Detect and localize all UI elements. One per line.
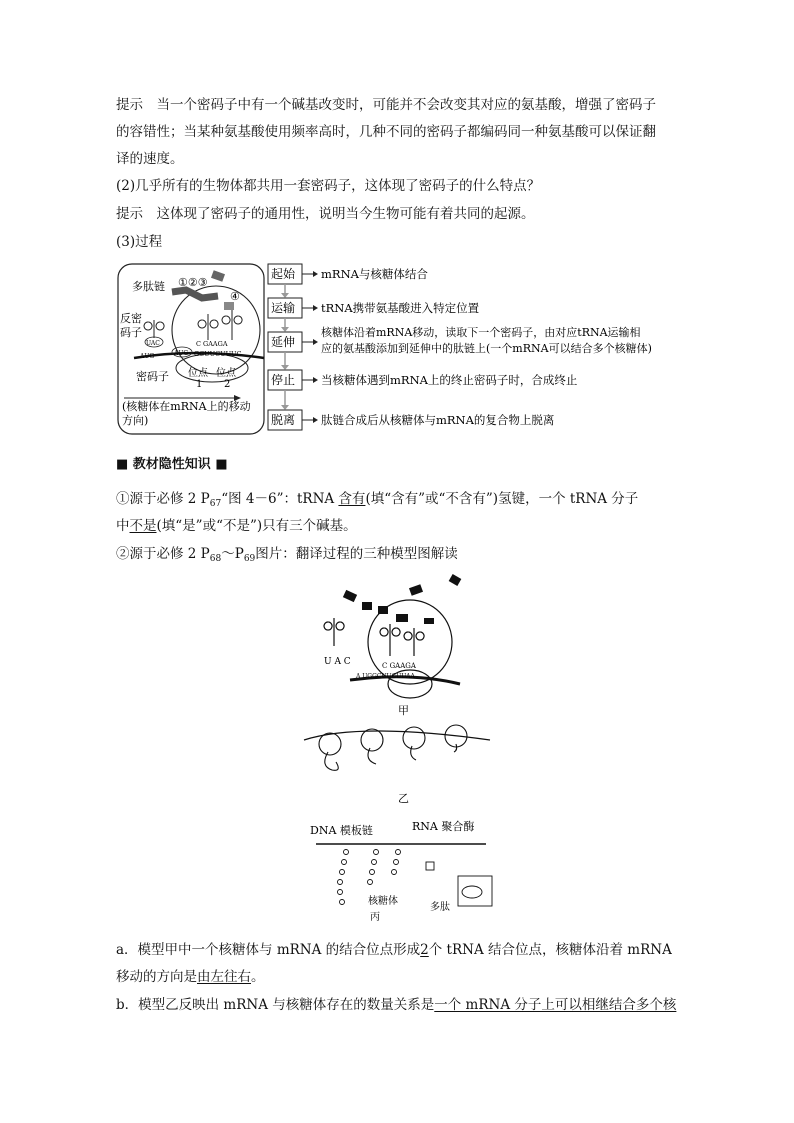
step-release-text: 肽链合成后从核糖体与mRNA的复合物上脱离 (321, 413, 555, 427)
b-answer: 一个 mRNA 分子上可以相继结合多个核 (434, 997, 677, 1013)
label-bing: 丙 (370, 912, 380, 922)
step-elongation-text-2: 应的氨基酸添加到延伸中的肽链上(一个mRNA可以结合多个核糖体) (321, 342, 652, 355)
knowledge-1-line1 (116, 489, 638, 514)
k1-answer-1: 含有 (338, 491, 366, 507)
uac-model: U A C (324, 657, 351, 667)
knowledge-1-line2 (116, 516, 357, 536)
hint1-line3: 译的速度。 (116, 151, 184, 167)
seq-top: C GAAGA (196, 340, 228, 348)
k2-b: ～P (221, 546, 244, 562)
anticodon-label-1: 反密 (120, 312, 142, 325)
k1-g: (填“是”或“不是”)只有三个碱基。 (156, 518, 357, 534)
step-transport-text: tRNA携带氨基酸进入特定位置 (321, 301, 480, 315)
step-release-name: 脱离 (271, 413, 296, 427)
item-a-line1 (116, 940, 672, 960)
hint2: 提示 这体现了密码子的通用性，说明当今生物可能有着共同的起源。 (116, 206, 535, 222)
a-part4: 。 (251, 969, 265, 985)
section-title: ■ 教材隐性知识 ■ (116, 457, 228, 472)
translation-models-figure (300, 572, 500, 922)
a-answer-1: 2 (420, 942, 429, 958)
k1-e: 中 (116, 518, 130, 534)
k2-c: 图片：翻译过程的三种模型图解读 (255, 546, 458, 562)
k2-page-1: 68 (209, 554, 222, 564)
polypeptide-label: 多肽链 (132, 280, 165, 293)
step-transport-name: 运输 (271, 301, 296, 315)
knowledge-2 (116, 544, 458, 569)
seq-bottom: GCUUCUUUC (194, 350, 242, 358)
step-stop-name: 停止 (271, 373, 296, 387)
a-part3: 移动的方向是 (116, 969, 197, 985)
step-elongation-text-1: 核糖体沿着mRNA移动，读取下一个密码子，由对应tRNA运输相 (321, 326, 641, 339)
step-elongation-name: 延伸 (271, 335, 296, 349)
k2-a: ②源于必修 2 P (116, 546, 210, 562)
uac-label: UAC (146, 340, 160, 347)
anticodon-label-2: 码子 (120, 326, 142, 339)
hint1-line2: 的容错性；当某种氨基酸使用频率高时，几种不同的密码子都编码同一种氨基酸可以保证翻 (116, 124, 656, 140)
k1-page: 67 (209, 499, 222, 509)
k2-page-2: 69 (243, 554, 256, 564)
aug-label: AUG (140, 353, 155, 360)
k1-b: “图 4－6”：tRNA (221, 491, 339, 507)
step-stop-text: 当核糖体遇到mRNA上的终止密码子时，合成终止 (321, 373, 578, 387)
label-jia: 甲 (398, 704, 409, 717)
site-2a: 位点 (216, 368, 236, 379)
a-part1: a．模型甲中一个核糖体与 mRNA 的结合位点形成 (116, 942, 421, 958)
seq-top-model: C GAAGA (382, 662, 416, 670)
question-3: (3)过程 (116, 234, 163, 250)
site-1a: 位点 (188, 368, 208, 379)
peptide-label: 多肽 (430, 902, 450, 913)
codon-label: 密码子 (136, 370, 169, 383)
a-part2: 个 tRNA 结合位点，核糖体沿着 mRNA (428, 942, 672, 958)
step-number-4: ④ (230, 290, 240, 303)
label-yi: 乙 (398, 792, 409, 805)
direction-note-1: (核糖体在mRNA上的移动 (122, 400, 251, 413)
step-start-name: 起始 (271, 267, 296, 281)
direction-note-2: 方向) (122, 414, 149, 427)
a-answer-2: 由左往右 (197, 969, 251, 985)
question-2: (2)几乎所有的生物体都共用一套密码子，这体现了密码子的什么特点？ (116, 178, 541, 194)
mrna-yi (304, 731, 490, 740)
k1-d: (填“含有”或“不含有”)氢键，一个 tRNA 分子 (365, 491, 639, 507)
k1-a: ①源于必修 2 P (116, 491, 210, 507)
dna-template-label: DNA 模板链 (310, 824, 373, 837)
amino-acid-chain (172, 290, 218, 298)
item-a-line2 (116, 967, 265, 987)
k1-answer-2: 不是 (129, 518, 157, 534)
ribosome-label: 核糖体 (368, 896, 398, 907)
site-1b: 1 (196, 379, 203, 390)
hint1-line1: 提示 当一个密码子中有一个碱基改变时，可能并不会改变其对应的氨基酸，增强了密码子 (116, 97, 656, 113)
aug-label-2: AUG (174, 350, 189, 357)
translation-process-diagram (114, 260, 684, 440)
site-2b: 2 (224, 379, 231, 390)
step-numbers: ①②③ (178, 276, 208, 289)
seq-bottom-model: A UGGCUUCUUAA (356, 673, 415, 680)
item-b-line1 (116, 995, 676, 1015)
step-start-text: mRNA与核糖体结合 (321, 267, 428, 281)
b-part1: b．模型乙反映出 mRNA 与核糖体存在的数量关系是 (116, 997, 435, 1013)
rna-polymerase-label: RNA 聚合酶 (412, 820, 475, 833)
